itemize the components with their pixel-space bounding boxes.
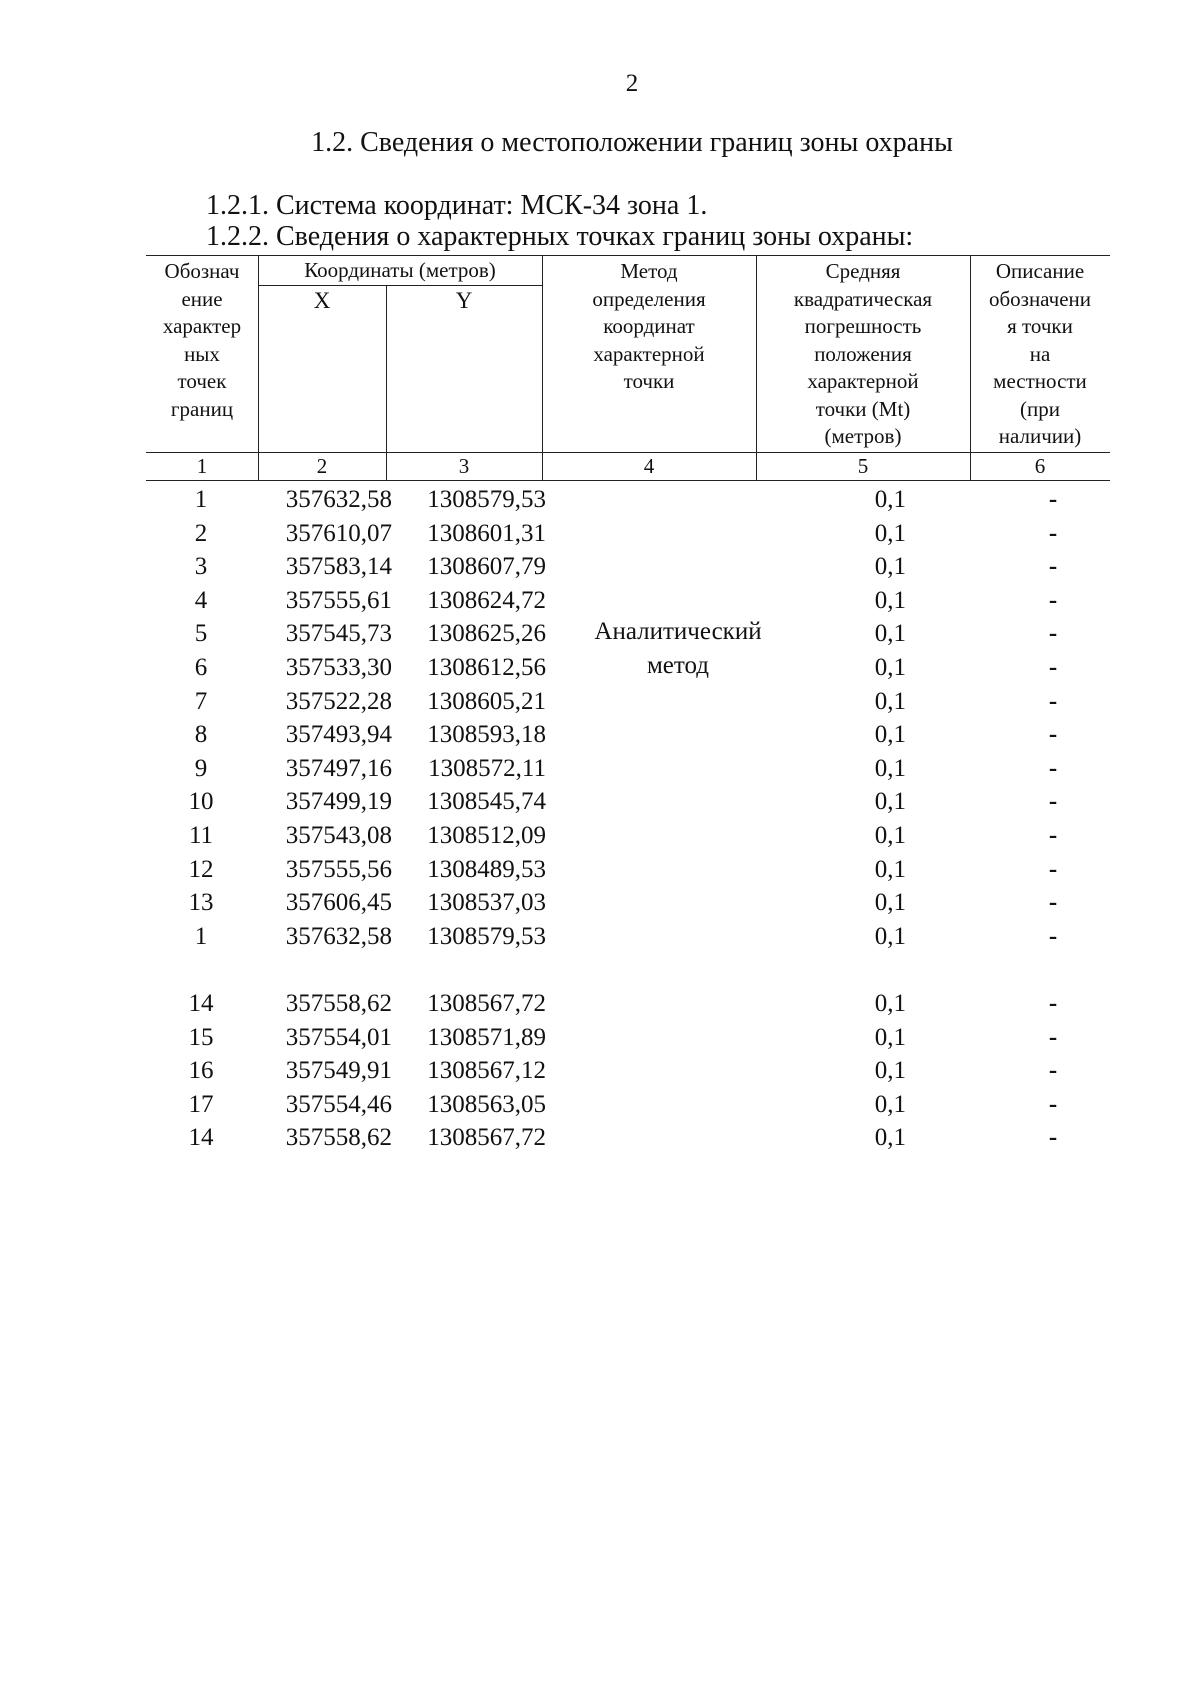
x-coordinate: 357555,56: [285, 855, 392, 883]
mean-square-error: 0,1: [874, 788, 906, 816]
mean-square-error: 0,1: [874, 1023, 906, 1051]
point-description: -: [1048, 721, 1058, 749]
point-number: 11: [188, 821, 214, 849]
header-line: (при: [1020, 396, 1060, 421]
point-description: -: [1048, 687, 1058, 715]
table-row: [0, 1121, 1200, 1155]
table-row: [0, 785, 1200, 819]
header-y: Y: [455, 288, 473, 313]
y-coordinate: 1308571,89: [427, 1023, 546, 1051]
table-row: [0, 752, 1200, 786]
header-line: точки: [623, 369, 675, 393]
mean-square-error: 0,1: [874, 855, 906, 883]
point-description: -: [1048, 989, 1058, 1017]
point-description: -: [1048, 519, 1058, 547]
point-number: 4: [194, 586, 208, 614]
table-row: [0, 718, 1200, 752]
x-coordinate: 357610,07: [285, 519, 392, 547]
colnum-5: 5: [857, 454, 869, 478]
header-line: точек: [177, 369, 227, 393]
header-error: [756, 258, 970, 451]
mean-square-error: 0,1: [874, 586, 906, 614]
y-coordinate: 1308537,03: [427, 889, 546, 917]
y-coordinate: 1308545,74: [427, 788, 546, 816]
header-point-designation: [146, 258, 258, 423]
mean-square-error: 0,1: [874, 653, 906, 681]
point-description: -: [1048, 1023, 1058, 1051]
method-line-2: метод: [646, 652, 709, 679]
x-coordinate: 357499,19: [285, 788, 392, 816]
mean-square-error: 0,1: [874, 889, 906, 917]
x-coordinate: 357533,30: [285, 653, 392, 681]
point-description: -: [1048, 788, 1058, 816]
colnum-4: 4: [643, 454, 655, 478]
mean-square-error: 0,1: [874, 989, 906, 1017]
header-line: Средняя: [825, 259, 901, 283]
header-line: ных: [184, 341, 220, 366]
point-number: 16: [188, 1057, 214, 1085]
y-coordinate: 1308579,53: [427, 922, 546, 950]
point-number: 13: [188, 889, 214, 917]
header-line: характер: [162, 314, 242, 338]
table-row: [0, 1054, 1200, 1088]
header-line: Метод: [620, 259, 678, 283]
y-coordinate: 1308563,05: [427, 1090, 546, 1118]
point-description: -: [1048, 754, 1058, 782]
y-coordinate: 1308612,56: [427, 653, 546, 681]
y-coordinate: 1308567,72: [427, 989, 546, 1017]
point-description: -: [1048, 1090, 1058, 1118]
header-line: (метров): [824, 424, 902, 448]
table-row: [0, 1088, 1200, 1122]
point-number: 2: [194, 519, 208, 547]
x-coordinate: 357583,14: [285, 553, 392, 581]
point-number: 1: [194, 922, 208, 950]
colnum-3: 3: [458, 454, 470, 478]
x-coordinate: 357554,46: [285, 1090, 392, 1118]
point-description: -: [1048, 553, 1058, 581]
mean-square-error: 0,1: [874, 1124, 906, 1152]
table-row: [0, 853, 1200, 887]
y-coordinate: 1308593,18: [427, 721, 546, 749]
x-coordinate: 357555,61: [285, 586, 392, 614]
table-gap-row: [0, 953, 1200, 987]
header-line: погрешность: [804, 314, 922, 338]
y-coordinate: 1308572,11: [428, 754, 546, 782]
method-line-1: Аналитический: [594, 618, 762, 645]
header-line: точки (Mt): [815, 396, 911, 421]
table-row: [0, 584, 1200, 618]
header-line: Обознач: [164, 259, 240, 283]
x-coordinate: 357497,16: [285, 754, 392, 782]
header-line: ение: [181, 286, 223, 311]
section-title: 1.2. Сведения о местоположении границ зоны охраны: [311, 127, 953, 158]
header-x: X: [313, 288, 331, 313]
x-coordinate: 357558,62: [285, 989, 392, 1017]
y-coordinate: 1308607,79: [427, 553, 546, 581]
point-number: 15: [188, 1023, 214, 1051]
header-line: координат: [603, 314, 695, 338]
mean-square-error: 0,1: [874, 922, 906, 950]
point-description: -: [1048, 1124, 1058, 1152]
point-number: 5: [194, 620, 208, 648]
point-number: 6: [194, 653, 208, 681]
header-line: положения: [814, 341, 912, 366]
point-number: 14: [188, 1124, 214, 1152]
coordinate-system-line: 1.2.1. Система координат: МСК-34 зона 1.: [206, 190, 708, 221]
x-coordinate: 357558,62: [285, 1124, 392, 1152]
colnum-2: 2: [316, 454, 328, 478]
header-line: наличии): [998, 424, 1082, 448]
point-description: -: [1048, 1057, 1058, 1085]
table-row: [0, 685, 1200, 719]
mean-square-error: 0,1: [874, 721, 906, 749]
point-description: -: [1048, 653, 1058, 681]
y-coordinate: 1308579,53: [427, 486, 546, 513]
point-description: -: [1048, 620, 1058, 648]
y-coordinate: 1308605,21: [427, 687, 546, 715]
header-line: характерной: [593, 341, 705, 366]
header-line: определения: [592, 286, 706, 311]
table-row: [0, 1021, 1200, 1055]
x-coordinate: 357522,28: [285, 687, 392, 715]
point-description: -: [1048, 486, 1058, 513]
header-line: квадратическая: [793, 286, 933, 311]
point-description: -: [1048, 821, 1058, 849]
mean-square-error: 0,1: [874, 553, 906, 581]
y-coordinate: 1308624,72: [427, 586, 546, 614]
point-description: -: [1048, 889, 1058, 917]
point-description: -: [1048, 855, 1058, 883]
method-cell: [548, 615, 808, 683]
mean-square-error: 0,1: [874, 620, 906, 648]
x-coordinate: 357632,58: [285, 486, 392, 513]
point-number: 8: [194, 721, 208, 749]
points-heading: 1.2.2. Сведения о характерных точках границ зоны охраны:: [206, 221, 914, 252]
mean-square-error: 0,1: [874, 519, 906, 547]
header-description: [970, 258, 1110, 451]
point-number: 14: [188, 989, 214, 1017]
header-line: обозначени: [988, 286, 1092, 311]
header-coords-group: Координаты (метров): [304, 258, 496, 282]
colnum-6: 6: [1034, 454, 1046, 478]
mean-square-error: 0,1: [874, 1057, 906, 1085]
point-description: -: [1048, 586, 1058, 614]
x-coordinate: 357493,94: [285, 721, 392, 749]
header-line: я точки: [1007, 314, 1073, 338]
header-line: на: [1029, 341, 1051, 366]
y-coordinate: 1308512,09: [427, 821, 546, 849]
table-row: [0, 517, 1200, 551]
point-number: 10: [188, 788, 214, 816]
header-line: местности: [993, 369, 1087, 393]
y-coordinate: 1308567,12: [427, 1057, 546, 1085]
header-line: границ: [170, 396, 234, 421]
mean-square-error: 0,1: [874, 687, 906, 715]
y-coordinate: 1308625,26: [427, 620, 546, 648]
x-coordinate: 357549,91: [285, 1057, 392, 1085]
point-number: 9: [194, 754, 208, 782]
x-coordinate: 357543,08: [285, 821, 392, 849]
point-number: 3: [194, 553, 208, 581]
point-number: 17: [188, 1090, 214, 1118]
table-row: [0, 886, 1200, 920]
y-coordinate: 1308567,72: [427, 1124, 546, 1152]
table-row: [0, 920, 1200, 954]
point-number: 1: [194, 486, 208, 513]
point-number: 12: [188, 855, 214, 883]
colnum-1: 1: [196, 454, 208, 478]
table-row: [0, 550, 1200, 584]
header-line: характерной: [807, 369, 919, 393]
colnum-bottom-rule: [146, 480, 1110, 481]
point-number: 7: [194, 687, 208, 715]
x-coordinate: 357632,58: [285, 922, 392, 950]
point-description: -: [1048, 922, 1058, 950]
x-coordinate: 357545,73: [285, 620, 392, 648]
mean-square-error: 0,1: [874, 1090, 906, 1118]
table-row: [0, 483, 1200, 517]
y-coordinate: 1308489,53: [427, 855, 546, 883]
x-coordinate: 357606,45: [285, 889, 392, 917]
table-row: [0, 987, 1200, 1021]
table-body: [0, 483, 1200, 1155]
page-number: 2: [625, 70, 639, 97]
coords-group-rule: [258, 285, 542, 286]
table-top-rule: [146, 255, 1110, 256]
x-coordinate: 357554,01: [285, 1023, 392, 1051]
y-coordinate: 1308601,31: [427, 519, 546, 547]
header-line: Описание: [995, 259, 1085, 283]
table-row: [0, 819, 1200, 853]
mean-square-error: 0,1: [874, 821, 906, 849]
mean-square-error: 0,1: [874, 754, 906, 782]
mean-square-error: 0,1: [874, 486, 906, 513]
header-method: [542, 258, 756, 396]
